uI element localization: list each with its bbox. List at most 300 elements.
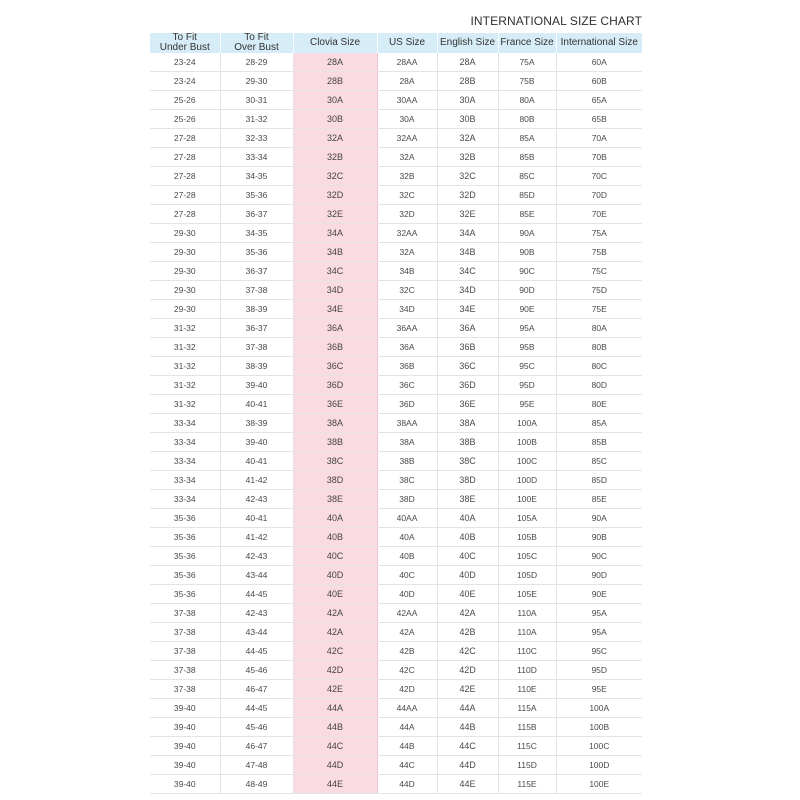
us-size-cell: 44A <box>377 718 437 737</box>
over-bust-cell: 29-30 <box>220 72 293 91</box>
over-bust-cell: 31-32 <box>220 110 293 129</box>
us-size-cell: 32AA <box>377 224 437 243</box>
english-size-cell: 32C <box>437 167 498 186</box>
over-bust-cell: 42-43 <box>220 547 293 566</box>
table-row <box>150 376 642 395</box>
international-size-cell: 95C <box>556 642 642 661</box>
international-size-cell: 85D <box>556 471 642 490</box>
us-size-cell: 44AA <box>377 699 437 718</box>
under-bust-cell: 37-38 <box>150 642 220 661</box>
us-size-cell: 40AA <box>377 509 437 528</box>
under-bust-cell: 27-28 <box>150 167 220 186</box>
under-bust-cell: 29-30 <box>150 243 220 262</box>
over-bust-cell: 48-49 <box>220 775 293 794</box>
france-size-cell: 100A <box>498 414 556 433</box>
under-bust-cell: 37-38 <box>150 623 220 642</box>
us-size-cell: 40B <box>377 547 437 566</box>
france-size-cell: 105C <box>498 547 556 566</box>
international-size-cell: 100E <box>556 775 642 794</box>
under-bust-cell: 25-26 <box>150 110 220 129</box>
us-size-cell: 36D <box>377 395 437 414</box>
us-size-cell: 34D <box>377 300 437 319</box>
clovia-size-cell: 44B <box>293 718 377 737</box>
clovia-size-cell: 36B <box>293 338 377 357</box>
under-bust-cell: 27-28 <box>150 205 220 224</box>
english-size-cell: 42E <box>437 680 498 699</box>
under-bust-cell: 39-40 <box>150 775 220 794</box>
france-size-cell: 95D <box>498 376 556 395</box>
international-size-cell: 70E <box>556 205 642 224</box>
france-size-cell: 90A <box>498 224 556 243</box>
international-size-cell: 80D <box>556 376 642 395</box>
france-size-cell: 75A <box>498 53 556 72</box>
international-size-cell: 70C <box>556 167 642 186</box>
over-bust-cell: 38-39 <box>220 414 293 433</box>
us-size-cell: 40D <box>377 585 437 604</box>
english-size-cell: 36C <box>437 357 498 376</box>
us-size-cell: 36A <box>377 338 437 357</box>
clovia-size-cell: 40E <box>293 585 377 604</box>
us-size-cell: 42C <box>377 661 437 680</box>
clovia-size-cell: 42C <box>293 642 377 661</box>
france-size-cell: 85A <box>498 129 556 148</box>
us-size-cell: 38D <box>377 490 437 509</box>
over-bust-cell: 30-31 <box>220 91 293 110</box>
under-bust-cell: 33-34 <box>150 433 220 452</box>
over-bust-cell: 36-37 <box>220 205 293 224</box>
over-bust-cell: 35-36 <box>220 243 293 262</box>
us-size-cell: 28AA <box>377 53 437 72</box>
under-bust-cell: 29-30 <box>150 281 220 300</box>
france-size-cell: 115D <box>498 756 556 775</box>
clovia-size-cell: 34C <box>293 262 377 281</box>
over-bust-cell: 42-43 <box>220 604 293 623</box>
international-size-cell: 60A <box>556 53 642 72</box>
over-bust-cell: 38-39 <box>220 300 293 319</box>
international-size-cell: 90D <box>556 566 642 585</box>
over-bust-cell: 45-46 <box>220 718 293 737</box>
france-size-cell: 100E <box>498 490 556 509</box>
international-size-cell: 90E <box>556 585 642 604</box>
table-row <box>150 528 642 547</box>
clovia-size-cell: 40C <box>293 547 377 566</box>
france-size-cell: 100D <box>498 471 556 490</box>
international-size-cell: 75D <box>556 281 642 300</box>
clovia-size-cell: 42A <box>293 604 377 623</box>
english-size-cell: 32A <box>437 129 498 148</box>
france-size-cell: 115B <box>498 718 556 737</box>
us-size-cell: 38A <box>377 433 437 452</box>
table-row <box>150 699 642 718</box>
over-bust-cell: 45-46 <box>220 661 293 680</box>
table-row <box>150 148 642 167</box>
clovia-size-cell: 38B <box>293 433 377 452</box>
international-size-cell: 90C <box>556 547 642 566</box>
table-row <box>150 338 642 357</box>
clovia-size-cell: 32C <box>293 167 377 186</box>
us-size-cell: 42B <box>377 642 437 661</box>
table-row <box>150 281 642 300</box>
france-size-cell: 105A <box>498 509 556 528</box>
over-bust-cell: 34-35 <box>220 167 293 186</box>
table-row <box>150 433 642 452</box>
france-size-cell: 110E <box>498 680 556 699</box>
france-size-cell: 90C <box>498 262 556 281</box>
table-row <box>150 737 642 756</box>
english-size-cell: 40A <box>437 509 498 528</box>
english-size-cell: 36B <box>437 338 498 357</box>
international-size-cell: 60B <box>556 72 642 91</box>
us-size-cell: 38AA <box>377 414 437 433</box>
international-size-cell: 80C <box>556 357 642 376</box>
table-header-row <box>150 33 642 53</box>
column-header-international-size: International Size <box>556 33 642 53</box>
clovia-size-cell: 44C <box>293 737 377 756</box>
table-row <box>150 452 642 471</box>
international-size-cell: 70D <box>556 186 642 205</box>
us-size-cell: 32AA <box>377 129 437 148</box>
france-size-cell: 105B <box>498 528 556 547</box>
column-header-france-size: France Size <box>498 33 556 53</box>
clovia-size-cell: 32E <box>293 205 377 224</box>
us-size-cell: 32C <box>377 186 437 205</box>
international-size-cell: 100A <box>556 699 642 718</box>
over-bust-cell: 40-41 <box>220 395 293 414</box>
clovia-size-cell: 32B <box>293 148 377 167</box>
clovia-size-cell: 30A <box>293 91 377 110</box>
english-size-cell: 38D <box>437 471 498 490</box>
us-size-cell: 44C <box>377 756 437 775</box>
column-header-clovia-size: Clovia Size <box>293 33 377 53</box>
france-size-cell: 80B <box>498 110 556 129</box>
english-size-cell: 34B <box>437 243 498 262</box>
table-row <box>150 414 642 433</box>
international-size-cell: 70A <box>556 129 642 148</box>
under-bust-cell: 33-34 <box>150 452 220 471</box>
international-size-cell: 75B <box>556 243 642 262</box>
us-size-cell: 40C <box>377 566 437 585</box>
international-size-cell: 75E <box>556 300 642 319</box>
table-row <box>150 623 642 642</box>
table-row <box>150 509 642 528</box>
france-size-cell: 100C <box>498 452 556 471</box>
under-bust-cell: 33-34 <box>150 414 220 433</box>
clovia-size-cell: 30B <box>293 110 377 129</box>
international-size-cell: 100D <box>556 756 642 775</box>
english-size-cell: 44A <box>437 699 498 718</box>
table-row <box>150 490 642 509</box>
france-size-cell: 75B <box>498 72 556 91</box>
clovia-size-cell: 32A <box>293 129 377 148</box>
clovia-size-cell: 34B <box>293 243 377 262</box>
us-size-cell: 32D <box>377 205 437 224</box>
column-header-under-bust: To Fit Under Bust <box>150 33 220 53</box>
us-size-cell: 32B <box>377 167 437 186</box>
table-row <box>150 357 642 376</box>
clovia-size-cell: 36E <box>293 395 377 414</box>
clovia-size-cell: 40B <box>293 528 377 547</box>
clovia-size-cell: 36D <box>293 376 377 395</box>
international-size-cell: 85C <box>556 452 642 471</box>
france-size-cell: 90E <box>498 300 556 319</box>
us-size-cell: 32C <box>377 281 437 300</box>
international-size-cell: 85B <box>556 433 642 452</box>
page-title: INTERNATIONAL SIZE CHART <box>470 14 642 28</box>
international-size-cell: 75A <box>556 224 642 243</box>
under-bust-cell: 39-40 <box>150 699 220 718</box>
english-size-cell: 38B <box>437 433 498 452</box>
english-size-cell: 40D <box>437 566 498 585</box>
table-row <box>150 224 642 243</box>
clovia-size-cell: 42A <box>293 623 377 642</box>
english-size-cell: 30B <box>437 110 498 129</box>
table-row <box>150 395 642 414</box>
under-bust-cell: 35-36 <box>150 585 220 604</box>
english-size-cell: 40B <box>437 528 498 547</box>
clovia-size-cell: 36A <box>293 319 377 338</box>
table-row <box>150 661 642 680</box>
under-bust-cell: 31-32 <box>150 357 220 376</box>
column-header-english-size: English Size <box>437 33 498 53</box>
table-row <box>150 262 642 281</box>
france-size-cell: 80A <box>498 91 556 110</box>
us-size-cell: 32A <box>377 148 437 167</box>
over-bust-cell: 44-45 <box>220 642 293 661</box>
clovia-size-cell: 32D <box>293 186 377 205</box>
clovia-size-cell: 38A <box>293 414 377 433</box>
under-bust-cell: 37-38 <box>150 604 220 623</box>
us-size-cell: 44D <box>377 775 437 794</box>
under-bust-cell: 37-38 <box>150 680 220 699</box>
table-row <box>150 642 642 661</box>
english-size-cell: 32E <box>437 205 498 224</box>
english-size-cell: 36D <box>437 376 498 395</box>
international-size-cell: 70B <box>556 148 642 167</box>
english-size-cell: 30A <box>437 91 498 110</box>
table-row <box>150 471 642 490</box>
over-bust-cell: 32-33 <box>220 129 293 148</box>
france-size-cell: 90B <box>498 243 556 262</box>
over-bust-cell: 47-48 <box>220 756 293 775</box>
under-bust-cell: 29-30 <box>150 224 220 243</box>
table-row <box>150 167 642 186</box>
france-size-cell: 85D <box>498 186 556 205</box>
over-bust-cell: 38-39 <box>220 357 293 376</box>
over-bust-cell: 35-36 <box>220 186 293 205</box>
under-bust-cell: 31-32 <box>150 338 220 357</box>
over-bust-cell: 43-44 <box>220 566 293 585</box>
table-row <box>150 205 642 224</box>
over-bust-cell: 42-43 <box>220 490 293 509</box>
clovia-size-cell: 44D <box>293 756 377 775</box>
clovia-size-cell: 40A <box>293 509 377 528</box>
us-size-cell: 28A <box>377 72 437 91</box>
english-size-cell: 34C <box>437 262 498 281</box>
france-size-cell: 95A <box>498 319 556 338</box>
english-size-cell: 44D <box>437 756 498 775</box>
over-bust-cell: 37-38 <box>220 338 293 357</box>
clovia-size-cell: 34D <box>293 281 377 300</box>
over-bust-cell: 44-45 <box>220 585 293 604</box>
english-size-cell: 34A <box>437 224 498 243</box>
clovia-size-cell: 34A <box>293 224 377 243</box>
international-size-cell: 80A <box>556 319 642 338</box>
english-size-cell: 44C <box>437 737 498 756</box>
international-size-cell: 95E <box>556 680 642 699</box>
english-size-cell: 38A <box>437 414 498 433</box>
under-bust-cell: 27-28 <box>150 148 220 167</box>
france-size-cell: 105E <box>498 585 556 604</box>
us-size-cell: 30A <box>377 110 437 129</box>
clovia-size-cell: 42D <box>293 661 377 680</box>
clovia-size-cell: 38E <box>293 490 377 509</box>
table-row <box>150 300 642 319</box>
over-bust-cell: 40-41 <box>220 452 293 471</box>
table-row <box>150 775 642 794</box>
international-size-cell: 100B <box>556 718 642 737</box>
english-size-cell: 36E <box>437 395 498 414</box>
table-row <box>150 243 642 262</box>
france-size-cell: 95B <box>498 338 556 357</box>
over-bust-cell: 39-40 <box>220 433 293 452</box>
table-row <box>150 110 642 129</box>
under-bust-cell: 35-36 <box>150 528 220 547</box>
clovia-size-cell: 38C <box>293 452 377 471</box>
france-size-cell: 115C <box>498 737 556 756</box>
france-size-cell: 95C <box>498 357 556 376</box>
us-size-cell: 44B <box>377 737 437 756</box>
under-bust-cell: 31-32 <box>150 319 220 338</box>
france-size-cell: 105D <box>498 566 556 585</box>
over-bust-cell: 40-41 <box>220 509 293 528</box>
column-header-over-bust: To Fit Over Bust <box>220 33 293 53</box>
table-row <box>150 756 642 775</box>
clovia-size-cell: 44A <box>293 699 377 718</box>
over-bust-cell: 34-35 <box>220 224 293 243</box>
international-size-cell: 85A <box>556 414 642 433</box>
international-size-cell: 80E <box>556 395 642 414</box>
under-bust-cell: 23-24 <box>150 72 220 91</box>
france-size-cell: 85C <box>498 167 556 186</box>
france-size-cell: 115E <box>498 775 556 794</box>
under-bust-cell: 39-40 <box>150 718 220 737</box>
international-size-cell: 75C <box>556 262 642 281</box>
english-size-cell: 42B <box>437 623 498 642</box>
us-size-cell: 38B <box>377 452 437 471</box>
clovia-size-cell: 36C <box>293 357 377 376</box>
over-bust-cell: 46-47 <box>220 737 293 756</box>
under-bust-cell: 31-32 <box>150 395 220 414</box>
english-size-cell: 34D <box>437 281 498 300</box>
table-row <box>150 680 642 699</box>
under-bust-cell: 37-38 <box>150 661 220 680</box>
clovia-size-cell: 44E <box>293 775 377 794</box>
table-row <box>150 585 642 604</box>
over-bust-cell: 41-42 <box>220 528 293 547</box>
english-size-cell: 28B <box>437 72 498 91</box>
us-size-cell: 36B <box>377 357 437 376</box>
table-row <box>150 53 642 72</box>
us-size-cell: 40A <box>377 528 437 547</box>
english-size-cell: 40E <box>437 585 498 604</box>
over-bust-cell: 41-42 <box>220 471 293 490</box>
france-size-cell: 90D <box>498 281 556 300</box>
english-size-cell: 32D <box>437 186 498 205</box>
international-size-cell: 100C <box>556 737 642 756</box>
international-size-cell: 90B <box>556 528 642 547</box>
table-body <box>150 53 642 794</box>
column-header-us-size: US Size <box>377 33 437 53</box>
france-size-cell: 85E <box>498 205 556 224</box>
international-size-cell: 80B <box>556 338 642 357</box>
english-size-cell: 42A <box>437 604 498 623</box>
under-bust-cell: 27-28 <box>150 129 220 148</box>
under-bust-cell: 35-36 <box>150 509 220 528</box>
under-bust-cell: 27-28 <box>150 186 220 205</box>
france-size-cell: 110C <box>498 642 556 661</box>
over-bust-cell: 33-34 <box>220 148 293 167</box>
under-bust-cell: 39-40 <box>150 737 220 756</box>
table-row <box>150 129 642 148</box>
france-size-cell: 95E <box>498 395 556 414</box>
us-size-cell: 34B <box>377 262 437 281</box>
table-row <box>150 718 642 737</box>
english-size-cell: 42C <box>437 642 498 661</box>
clovia-size-cell: 34E <box>293 300 377 319</box>
table-row <box>150 91 642 110</box>
size-chart-table <box>150 33 642 794</box>
over-bust-cell: 39-40 <box>220 376 293 395</box>
clovia-size-cell: 40D <box>293 566 377 585</box>
france-size-cell: 100B <box>498 433 556 452</box>
france-size-cell: 110A <box>498 604 556 623</box>
international-size-cell: 65A <box>556 91 642 110</box>
table-row <box>150 72 642 91</box>
table-row <box>150 547 642 566</box>
over-bust-cell: 28-29 <box>220 53 293 72</box>
us-size-cell: 42D <box>377 680 437 699</box>
english-size-cell: 44B <box>437 718 498 737</box>
over-bust-cell: 46-47 <box>220 680 293 699</box>
us-size-cell: 36AA <box>377 319 437 338</box>
us-size-cell: 42A <box>377 623 437 642</box>
clovia-size-cell: 28A <box>293 53 377 72</box>
international-size-cell: 95A <box>556 604 642 623</box>
under-bust-cell: 29-30 <box>150 300 220 319</box>
over-bust-cell: 36-37 <box>220 319 293 338</box>
under-bust-cell: 29-30 <box>150 262 220 281</box>
english-size-cell: 42D <box>437 661 498 680</box>
over-bust-cell: 43-44 <box>220 623 293 642</box>
france-size-cell: 110D <box>498 661 556 680</box>
under-bust-cell: 23-24 <box>150 53 220 72</box>
english-size-cell: 44E <box>437 775 498 794</box>
english-size-cell: 38C <box>437 452 498 471</box>
over-bust-cell: 44-45 <box>220 699 293 718</box>
clovia-size-cell: 42E <box>293 680 377 699</box>
english-size-cell: 38E <box>437 490 498 509</box>
clovia-size-cell: 38D <box>293 471 377 490</box>
france-size-cell: 115A <box>498 699 556 718</box>
english-size-cell: 32B <box>437 148 498 167</box>
international-size-cell: 95A <box>556 623 642 642</box>
us-size-cell: 38C <box>377 471 437 490</box>
international-size-cell: 90A <box>556 509 642 528</box>
under-bust-cell: 33-34 <box>150 471 220 490</box>
international-size-cell: 65B <box>556 110 642 129</box>
over-bust-cell: 36-37 <box>220 262 293 281</box>
english-size-cell: 28A <box>437 53 498 72</box>
